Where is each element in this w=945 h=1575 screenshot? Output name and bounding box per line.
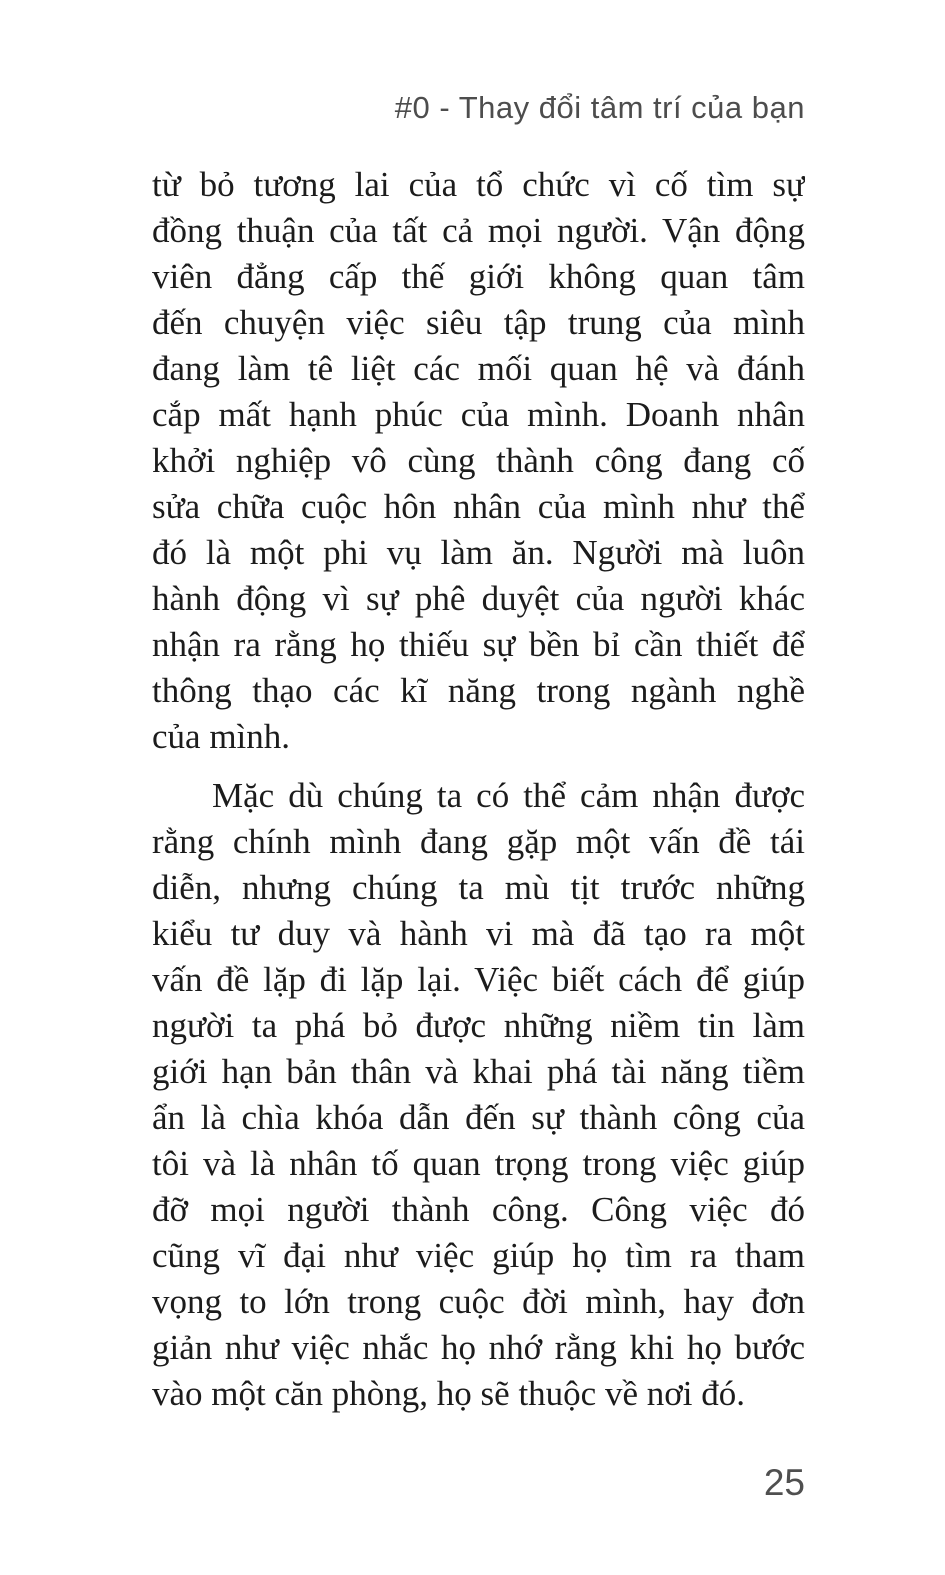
text-line: Mặc dù chúng ta có thể cảm nhận được: [212, 776, 805, 815]
text-line: viên đẳng cấp thế giới không quan tâm: [152, 257, 805, 296]
text-line: cũng vĩ đại như việc giúp họ tìm ra tham: [152, 1236, 805, 1275]
page-number: 25: [763, 1462, 805, 1503]
text-line: rằng chính mình đang gặp một vấn đề tái: [152, 822, 805, 861]
text-line: giản như việc nhắc họ nhớ rằng khi họ bước: [152, 1328, 805, 1367]
text-line: thông thạo các kĩ năng trong ngành nghề: [152, 671, 805, 710]
text-line: đồng thuận của tất cả mọi người. Vận động: [152, 211, 805, 250]
text-line: kiểu tư duy và hành vi mà đã tạo ra một: [152, 914, 805, 953]
text-line: nhận ra rằng họ thiếu sự bền bỉ cần thiết để: [152, 625, 805, 664]
text-line: tôi và là nhân tố quan trọng trong việc giúp: [152, 1144, 805, 1183]
text-line: từ bỏ tương lai của tổ chức vì cố tìm sự: [152, 165, 805, 204]
text-line: hành động vì sự phê duyệt của người khác: [152, 579, 805, 618]
paragraph: [152, 162, 805, 760]
text-line: vọng to lớn trong cuộc đời mình, hay đơn: [152, 1282, 805, 1321]
text-line: khởi nghiệp vô cùng thành công đang cố: [152, 441, 805, 480]
paragraph: [152, 773, 805, 1417]
text-block: [152, 162, 805, 1417]
text-line: diễn, nhưng chúng ta mù tịt trước những: [152, 868, 805, 907]
text-line: sửa chữa cuộc hôn nhân của mình như thể: [152, 487, 805, 526]
text-line: cắp mất hạnh phúc của mình. Doanh nhân: [152, 395, 805, 434]
text-line: của mình.: [152, 717, 291, 756]
text-line: người ta phá bỏ được những niềm tin làm: [152, 1006, 805, 1045]
text-line: đang làm tê liệt các mối quan hệ và đánh: [152, 349, 805, 388]
text-line: giới hạn bản thân và khai phá tài năng tiềm: [152, 1052, 805, 1091]
running-header: #0 - Thay đổi tâm trí của bạn: [394, 90, 805, 125]
text-line: vấn đề lặp đi lặp lại. Việc biết cách để giúp: [152, 960, 805, 999]
text-line: đỡ mọi người thành công. Công việc đó: [152, 1190, 805, 1229]
text-line: ẩn là chìa khóa dẫn đến sự thành công của: [152, 1098, 805, 1137]
text-line: vào một căn phòng, họ sẽ thuộc về nơi đó.: [152, 1374, 745, 1413]
text-line: đó là một phi vụ làm ăn. Người mà luôn: [152, 533, 805, 572]
text-line: đến chuyện việc siêu tập trung của mình: [152, 303, 805, 342]
